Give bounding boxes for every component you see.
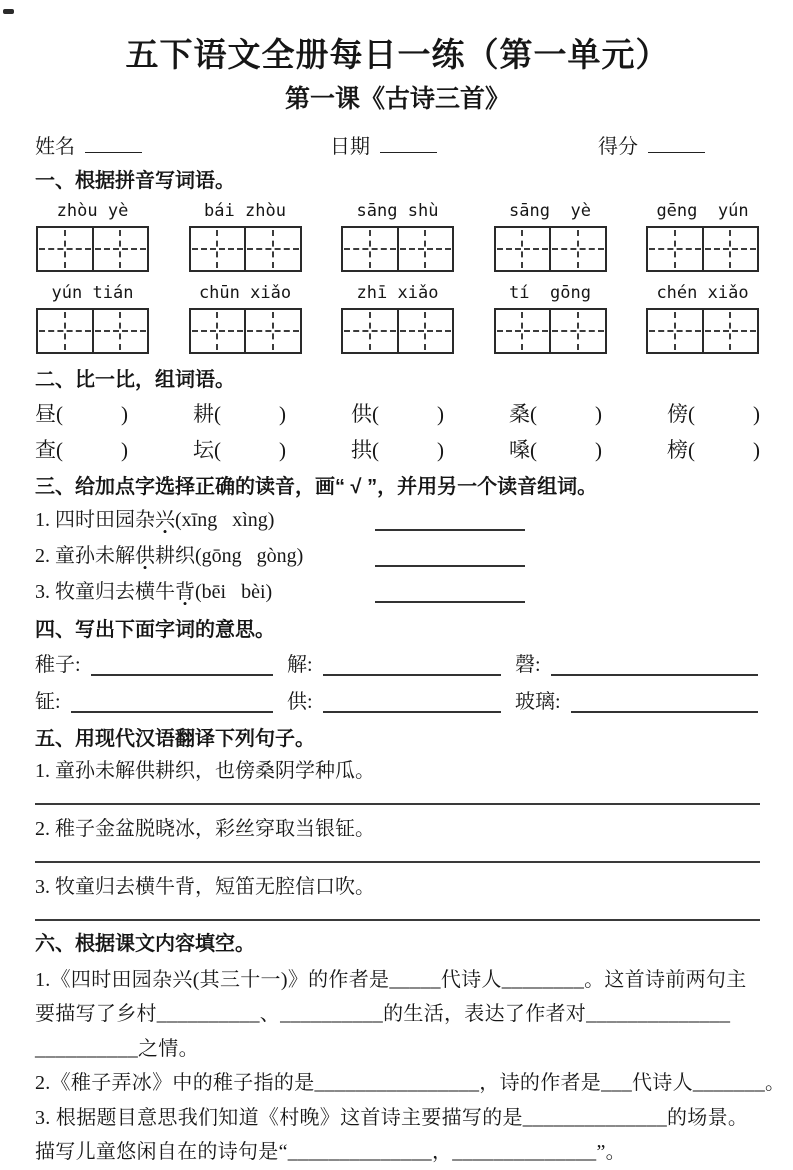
meaning-row-2	[35, 688, 760, 717]
open-paren: (	[372, 401, 379, 426]
grid-cell	[496, 228, 550, 270]
answer-blank	[375, 601, 525, 603]
writing-grid	[189, 308, 302, 354]
compare-char: 拱	[351, 437, 372, 462]
close-paren: )	[121, 437, 128, 462]
open-paren: (	[214, 401, 221, 426]
open-paren: (	[530, 401, 537, 426]
date-label: 日期	[330, 135, 370, 158]
open-paren: (	[214, 437, 221, 462]
grid-cell	[244, 310, 300, 352]
pinyin-label: zhī xiǎo	[356, 282, 439, 303]
meaning-label: 玻璃:	[515, 690, 561, 713]
meaning-label: 稚子:	[35, 653, 81, 676]
pinyin-label: bái zhòu	[204, 200, 286, 221]
compare-item	[193, 400, 286, 429]
writing-grid	[341, 226, 454, 272]
name-field	[35, 130, 330, 159]
pinyin-label: chén xiǎo	[656, 282, 749, 303]
section3-heading: 三、给加点字选择正确的读音，画“ √ ”，并用另一个读音组词。	[35, 475, 598, 498]
answer-blank	[323, 674, 501, 676]
close-paren: )	[279, 401, 286, 426]
answer-line	[35, 861, 760, 863]
meaning-label: 磬:	[515, 653, 541, 676]
page-title: 五下语文全册每日一练（第一单元）	[125, 36, 670, 73]
writing-grid	[189, 226, 302, 272]
item-text: 3. 牧童归去横牛	[35, 580, 175, 603]
date-blank	[380, 132, 437, 153]
grid-cell	[191, 310, 245, 352]
score-blank	[648, 132, 705, 153]
grid-cell	[92, 228, 148, 270]
dotted-char: 供	[135, 544, 155, 567]
close-paren: )	[753, 401, 760, 426]
answer-blank	[375, 565, 525, 567]
grid-cell	[343, 310, 397, 352]
compare-item	[351, 400, 444, 429]
pinyin-label: sāng yè	[509, 200, 591, 221]
grid-cell	[92, 310, 148, 352]
score-field	[598, 130, 760, 159]
writing-grid	[494, 308, 607, 354]
meaning-item	[35, 651, 287, 680]
answer-blank	[91, 674, 273, 676]
grid-cell	[343, 228, 397, 270]
compare-row-1	[35, 400, 760, 429]
grid-row-1	[35, 226, 760, 272]
pronunciation-text	[35, 541, 375, 572]
compare-item	[193, 436, 286, 465]
translate-item-3: 3. 牧童归去横牛背，短笛无腔信口吹。	[35, 875, 375, 898]
meaning-label: 解:	[287, 653, 313, 676]
meaning-item	[287, 688, 515, 717]
section5-heading: 五、用现代汉语翻译下列句子。	[35, 727, 315, 750]
scan-artifact	[3, 9, 14, 14]
fill-line: __________之情。	[35, 1037, 199, 1060]
dotted-char: 兴	[155, 508, 175, 531]
grid-cell	[397, 228, 453, 270]
compare-char: 傍	[667, 401, 688, 426]
pronunciation-text	[35, 577, 375, 608]
meaning-item	[515, 688, 760, 717]
pinyin-row-2	[35, 283, 760, 303]
compare-item	[667, 436, 760, 465]
compare-char: 昼	[35, 401, 56, 426]
item-options: (bēi bèi)	[195, 580, 273, 603]
meaning-label: 供:	[287, 690, 313, 713]
item-options: (xīng xìng)	[175, 508, 275, 531]
writing-grid	[646, 308, 759, 354]
name-label: 姓名	[35, 135, 75, 158]
meaning-item	[515, 651, 760, 680]
section1-heading: 一、根据拼音写词语。	[35, 169, 235, 192]
section6-heading: 六、根据课文内容填空。	[35, 932, 255, 955]
grid-cell	[549, 310, 605, 352]
answer-line	[35, 919, 760, 921]
close-paren: )	[121, 401, 128, 426]
score-label: 得分	[598, 135, 638, 158]
item-text: 1. 四时田园杂	[35, 508, 155, 531]
compare-char: 坛	[193, 437, 214, 462]
compare-item	[35, 400, 128, 429]
name-blank	[85, 132, 142, 153]
date-field	[330, 130, 598, 159]
grid-cell	[702, 228, 758, 270]
writing-grid	[646, 226, 759, 272]
meaning-row-1	[35, 651, 760, 680]
answer-blank	[375, 529, 525, 531]
compare-char: 供	[351, 401, 372, 426]
item-options: 耕织(gōng gòng)	[155, 544, 304, 567]
close-paren: )	[753, 437, 760, 462]
answer-blank	[71, 711, 273, 713]
close-paren: )	[437, 401, 444, 426]
compare-char: 嗓	[509, 437, 530, 462]
compare-item	[351, 436, 444, 465]
writing-grid	[36, 308, 149, 354]
pronunciation-item-3	[35, 577, 760, 608]
close-paren: )	[595, 401, 602, 426]
answer-blank	[571, 711, 758, 713]
open-paren: (	[372, 437, 379, 462]
compare-char: 查	[35, 437, 56, 462]
compare-row-2	[35, 436, 760, 465]
fill-line: 3. 根据题目意思我们知道《村晚》这首诗主要描写的是______________的场景。	[35, 1106, 749, 1129]
open-paren: (	[56, 401, 63, 426]
fill-line: 描写儿童悠闲自在的诗句是“______________，______________”。	[35, 1141, 626, 1164]
meaning-item	[35, 688, 287, 717]
close-paren: )	[595, 437, 602, 462]
open-paren: (	[688, 437, 695, 462]
grid-cell	[648, 310, 702, 352]
grid-cell	[191, 228, 245, 270]
pinyin-label: chūn xiǎo	[198, 282, 292, 303]
dotted-char: 背	[175, 580, 195, 603]
compare-item	[35, 436, 128, 465]
compare-item	[509, 400, 602, 429]
pinyin-label: yún tián	[51, 282, 134, 303]
writing-grid	[494, 226, 607, 272]
section2-heading: 二、比一比，组词语。	[35, 368, 235, 391]
pinyin-label: gēng yún	[656, 200, 749, 221]
grid-cell	[397, 310, 453, 352]
fill-line: 2.《稚子弄冰》中的稚子指的是________________，诗的作者是___代诗人_______。	[35, 1072, 786, 1095]
writing-grid	[36, 226, 149, 272]
info-row	[35, 130, 760, 159]
fill-blank-block	[35, 963, 786, 1170]
compare-char: 耕	[193, 401, 214, 426]
pinyin-label: zhòu yè	[56, 200, 129, 221]
pronunciation-item-1	[35, 505, 760, 536]
grid-cell	[702, 310, 758, 352]
item-text: 2. 童孙未解	[35, 544, 135, 567]
open-paren: (	[688, 401, 695, 426]
grid-cell	[549, 228, 605, 270]
grid-cell	[648, 228, 702, 270]
pronunciation-text	[35, 505, 375, 536]
answer-blank	[551, 674, 758, 676]
open-paren: (	[530, 437, 537, 462]
compare-item	[667, 400, 760, 429]
grid-cell	[38, 310, 92, 352]
translate-item-1: 1. 童孙未解供耕织，也傍桑阴学种瓜。	[35, 759, 375, 782]
grid-cell	[496, 310, 550, 352]
close-paren: )	[279, 437, 286, 462]
close-paren: )	[437, 437, 444, 462]
compare-item	[509, 436, 602, 465]
lesson-subtitle: 第一课《古诗三首》	[284, 85, 510, 114]
writing-grid	[341, 308, 454, 354]
compare-char: 榜	[667, 437, 688, 462]
pinyin-label: sāng shù	[356, 200, 439, 221]
compare-char: 桑	[509, 401, 530, 426]
answer-blank	[323, 711, 501, 713]
translate-item-2: 2. 稚子金盆脱晓冰，彩丝穿取当银钲。	[35, 817, 375, 840]
section4-heading: 四、写出下面字词的意思。	[35, 618, 275, 641]
pronunciation-item-2	[35, 541, 760, 572]
open-paren: (	[56, 437, 63, 462]
fill-line: 1.《四时田园杂兴(其三十一)》的作者是_____代诗人________。这首诗前两句主	[35, 968, 747, 991]
answer-line	[35, 803, 760, 805]
fill-line: 要描写了乡村__________、__________的生活，表达了作者对______________	[35, 1003, 731, 1026]
pinyin-row-1	[35, 201, 760, 221]
pinyin-label: tí gōng	[509, 282, 591, 303]
grid-cell	[244, 228, 300, 270]
grid-row-2	[35, 308, 760, 354]
meaning-item	[287, 651, 515, 680]
meaning-label: 钲:	[35, 690, 61, 713]
grid-cell	[38, 228, 92, 270]
